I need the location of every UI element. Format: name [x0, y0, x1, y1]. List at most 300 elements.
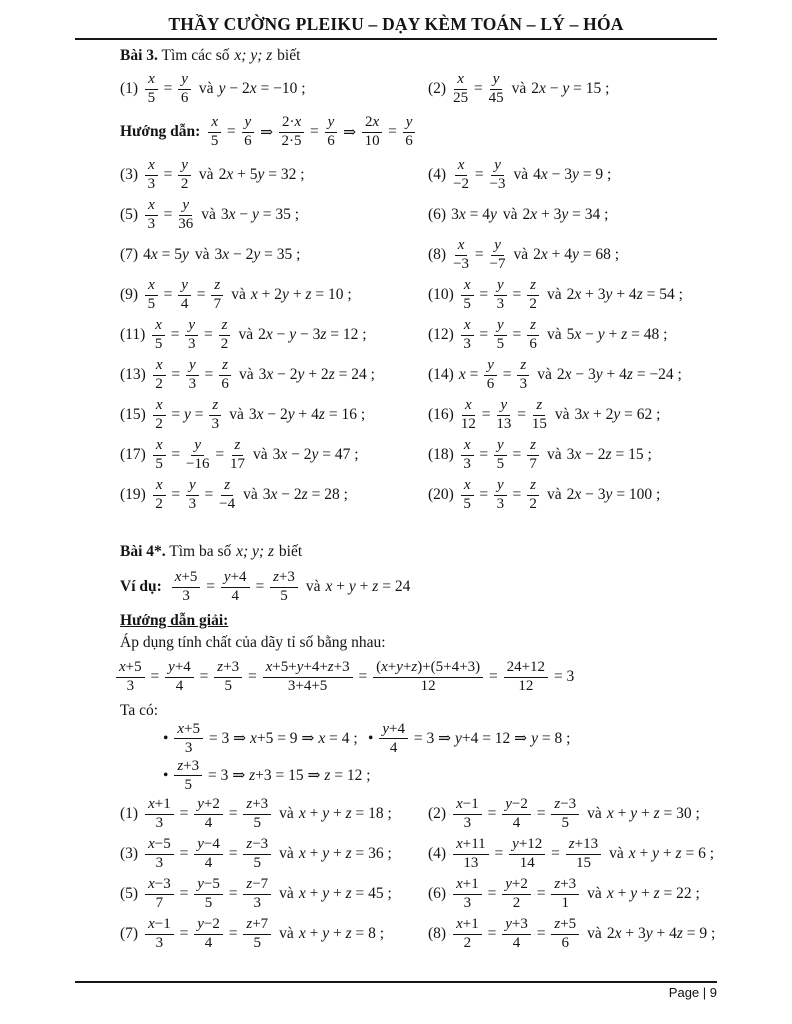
fraction: [219, 477, 235, 513]
section-gap: [120, 515, 715, 541]
math-text: =: [192, 286, 210, 303]
fraction-denominator: 3: [182, 588, 190, 604]
connector-va: và: [279, 805, 294, 822]
math-text: =: [200, 486, 218, 503]
problem-item: [428, 71, 715, 107]
problem-number: (1): [120, 805, 139, 822]
bai4-problems-list: [120, 794, 715, 954]
fraction: [145, 836, 174, 872]
math-text: =: [167, 446, 184, 463]
math-text: 3x − 2y + 4z = 16 ;: [248, 406, 366, 423]
problem-row: [120, 355, 715, 395]
fraction-denominator: −4: [219, 496, 236, 512]
problem-item: [120, 876, 428, 912]
fraction-numerator: z+13: [566, 836, 601, 854]
problem-number: (1): [120, 80, 139, 97]
fraction-denominator: 5: [496, 456, 505, 472]
fraction: [214, 659, 242, 695]
fraction: [186, 437, 209, 473]
fraction: [509, 836, 545, 872]
bai3-title-pre: Tìm các số: [161, 47, 230, 64]
math-text: =: [508, 326, 526, 343]
fraction-numerator: x: [145, 71, 158, 89]
problem-item: [120, 246, 428, 264]
fraction: [178, 197, 193, 233]
fraction-denominator: 2·5: [281, 133, 302, 149]
connector-va: và: [252, 446, 268, 463]
math-text: x + y + z = 22 ;: [606, 885, 700, 902]
problem-item: [428, 157, 715, 193]
fraction: [403, 114, 416, 150]
fraction: [453, 836, 489, 872]
fraction-numerator: x: [461, 437, 474, 455]
fraction-denominator: −3: [453, 256, 470, 272]
problem-ratio: [151, 357, 233, 393]
problem-item: [120, 157, 428, 193]
fraction-numerator: z: [517, 357, 529, 375]
fraction-denominator: 5: [155, 456, 163, 472]
bai4-title: [120, 543, 715, 561]
problem-ratio: [143, 197, 195, 233]
fraction-numerator: z+3: [243, 796, 271, 814]
fraction-denominator: 6: [405, 133, 413, 149]
math-text: =: [175, 805, 193, 822]
fraction-denominator: 12: [518, 678, 534, 694]
problem-condition: [299, 925, 384, 943]
fraction: [453, 71, 468, 107]
problem-number: (4): [428, 845, 447, 862]
math-text: =: [354, 668, 372, 685]
fraction: [551, 916, 579, 952]
fraction: [263, 659, 353, 695]
connector-va: và: [587, 925, 602, 942]
problem-condition: [607, 885, 700, 903]
fraction-denominator: 3: [147, 216, 156, 232]
fraction-denominator: 2: [529, 496, 537, 512]
fraction: [152, 317, 165, 353]
connector-va: và: [502, 206, 518, 223]
fraction-numerator: x−5: [145, 836, 174, 854]
math-text: =: [483, 885, 501, 902]
fraction-numerator: y: [178, 157, 191, 175]
fraction: [243, 796, 271, 832]
problem-number: (15): [120, 406, 146, 423]
problem-condition: [263, 486, 348, 504]
problem-number: (12): [428, 326, 454, 343]
problem-number: (18): [428, 446, 454, 463]
fraction-numerator: y: [490, 71, 503, 89]
problem-condition: [249, 406, 365, 424]
math-text: =: [159, 286, 177, 303]
fraction-denominator: 45: [488, 90, 504, 106]
fraction: [243, 876, 271, 912]
fraction: [153, 357, 166, 393]
math-text: =: [470, 80, 487, 97]
fraction: [504, 659, 548, 695]
math-text: 2x − y = 15 ;: [531, 80, 610, 97]
fraction-numerator: y: [325, 114, 338, 132]
fraction-denominator: 5: [561, 815, 570, 831]
connector-va: và: [609, 845, 624, 862]
fraction-denominator: 2: [529, 296, 537, 312]
problem-row: [120, 275, 715, 315]
math-text: 2x − y − 3z = 12 ;: [258, 326, 367, 343]
math-text: =: [224, 845, 242, 862]
fraction-numerator: y: [403, 114, 416, 132]
math-text: x + y + z = 6 ;: [628, 845, 715, 862]
problem-condition: [219, 166, 305, 184]
fraction-denominator: 3: [188, 376, 197, 392]
problem-number: (4): [428, 166, 447, 183]
fraction-denominator: 4: [512, 815, 521, 831]
problem-ratio: [459, 317, 541, 353]
fraction: [211, 277, 223, 313]
math-text: ⇒: [339, 123, 361, 141]
problem-ratio: [151, 437, 247, 473]
fraction-denominator: 4: [175, 678, 184, 694]
fraction: [517, 357, 529, 393]
fraction-denominator: 3: [155, 815, 164, 831]
fraction-denominator: 6: [180, 90, 189, 106]
fraction-numerator: x+5: [174, 721, 203, 739]
problem-ratio: [143, 71, 193, 107]
fraction-numerator: x−1: [453, 796, 482, 814]
connector-va: và: [554, 406, 570, 423]
fraction: [502, 916, 531, 952]
problem-row: [120, 834, 715, 874]
fraction-denominator: 4: [204, 815, 213, 831]
math-text: =: [200, 366, 218, 383]
fraction-denominator: 13: [463, 855, 479, 871]
fraction-numerator: y: [494, 437, 507, 455]
fraction-numerator: y+4: [221, 569, 250, 587]
fraction-denominator: 3: [188, 496, 197, 512]
problem-ratio: [143, 796, 273, 832]
fraction: [194, 916, 223, 952]
fraction-numerator: z: [209, 397, 221, 415]
fraction-numerator: z: [533, 397, 545, 415]
math-text: =: [471, 246, 488, 263]
math-text: =: [475, 286, 492, 303]
math-text: =: [532, 925, 550, 942]
fraction-numerator: x+5: [116, 659, 145, 677]
fraction-denominator: 13: [496, 416, 512, 432]
math-text: 2x + 3y + 4z = 9 ;: [606, 925, 716, 942]
fraction-numerator: x: [461, 477, 474, 495]
problem-item: [120, 916, 428, 952]
math-text: x =: [458, 366, 483, 383]
problem-item: [120, 277, 428, 313]
math-text: •: [368, 729, 378, 747]
math-text: 3x = 4y: [451, 206, 497, 223]
fraction: [527, 317, 539, 353]
problem-item: [120, 357, 428, 393]
fraction-denominator: 4: [204, 935, 213, 951]
problem-row: [120, 794, 715, 834]
fraction-denominator: 7: [529, 456, 537, 472]
fraction-numerator: x+5: [172, 569, 201, 587]
math-text: x + y + z = 24: [325, 578, 411, 595]
fraction: [490, 157, 506, 193]
problem-condition: [299, 845, 392, 863]
fraction-denominator: 3: [496, 496, 505, 512]
fraction-numerator: 2x: [362, 114, 382, 132]
problem-row: [120, 874, 715, 914]
fraction: [373, 659, 483, 695]
math-text: 3x + 2y = 62 ;: [574, 406, 661, 423]
problem-condition: [273, 446, 359, 464]
fraction: [494, 317, 507, 353]
fraction-numerator: y: [494, 477, 507, 495]
fraction: [209, 397, 221, 433]
problem-item: [428, 437, 715, 473]
problem-condition: [533, 166, 611, 184]
problem-number: (9): [120, 286, 139, 303]
fraction-denominator: 5: [496, 336, 505, 352]
math-text: =: [513, 406, 530, 423]
problem-item: [428, 477, 715, 513]
math-text: =: [167, 366, 184, 383]
problem-condition: [567, 286, 683, 304]
fraction: [453, 157, 469, 193]
bai4-title-pre: Tìm ba số: [169, 543, 232, 560]
problem-item: [428, 796, 715, 832]
vidu-condition: [326, 578, 411, 596]
fraction-numerator: y+2: [194, 796, 223, 814]
math-text: = 3 ⇒ x+5 = 9 ⇒ x = 4 ;: [204, 730, 358, 747]
page-number: Page | 9: [668, 985, 717, 1000]
fraction-denominator: 3: [184, 739, 193, 756]
solution-chain-math: [114, 659, 574, 695]
fraction-numerator: x: [455, 157, 468, 175]
problem-item: [428, 836, 715, 872]
connector-va: và: [513, 246, 529, 263]
math-text: 2x − 3y + 4z = −24 ;: [556, 366, 682, 383]
fraction-denominator: 3: [188, 336, 196, 352]
fraction-denominator: 5: [253, 815, 262, 831]
problem-number: (3): [120, 845, 139, 862]
taco-label: Ta có:: [120, 702, 159, 719]
bullet-row: [163, 757, 715, 794]
connector-va: và: [198, 166, 214, 183]
math-text: =: [475, 326, 492, 343]
fraction-denominator: 5: [463, 496, 471, 512]
problem-condition: [607, 925, 716, 943]
problem-number: (7): [120, 246, 139, 263]
fraction-denominator: 5: [224, 678, 232, 694]
fraction: [174, 721, 203, 757]
fraction-denominator: 5: [154, 336, 163, 352]
math-text: 5x − y + z = 48 ;: [566, 326, 668, 343]
fraction: [494, 477, 507, 513]
fraction-numerator: z−3: [243, 836, 271, 854]
fraction: [494, 277, 507, 313]
math-text: =: [508, 286, 526, 303]
problem-number: (13): [120, 366, 146, 383]
math-text: 2x + 3y + 4z = 54 ;: [566, 286, 683, 303]
math-text: =: [202, 578, 219, 595]
math-text: 4x = 5y: [143, 246, 189, 263]
math-text: x + y + z = 18 ;: [298, 805, 392, 822]
fraction-numerator: z+3: [551, 876, 579, 894]
fraction-denominator: −2: [453, 176, 470, 192]
bai3-title-end: biết: [277, 47, 301, 64]
fraction-numerator: x−1: [145, 916, 174, 934]
page-footer: [75, 981, 717, 1000]
math-text: =: [483, 925, 501, 942]
problem-number: (11): [120, 326, 146, 343]
fraction-numerator: x: [145, 157, 158, 175]
fraction: [186, 357, 199, 393]
problem-condition: [259, 366, 375, 384]
fraction: [325, 114, 338, 150]
problem-item: [120, 71, 428, 107]
fraction-numerator: x: [455, 237, 468, 255]
fraction: [145, 796, 174, 832]
connector-va: và: [229, 406, 244, 423]
fraction-numerator: y: [494, 277, 507, 295]
fraction-denominator: 12: [460, 416, 476, 432]
math-text: =: [490, 845, 508, 862]
fraction-numerator: y+4: [165, 659, 194, 677]
problem-ratio: [143, 277, 225, 313]
fraction-numerator: y: [497, 397, 510, 415]
problem-number: (16): [428, 406, 454, 423]
bullet-solution-y: [368, 721, 570, 757]
fraction-numerator: y−4: [194, 836, 223, 854]
fraction-denominator: 6: [561, 935, 570, 951]
fraction-numerator: y+3: [502, 916, 531, 934]
fraction-denominator: 3: [496, 296, 505, 312]
fraction: [490, 237, 506, 273]
bai4-example-line: [120, 565, 715, 609]
math-text: ⇒: [256, 123, 277, 141]
math-text: •: [163, 729, 173, 747]
fraction-denominator: 5: [280, 588, 288, 604]
problem-condition: [607, 805, 700, 823]
problem-item: [120, 397, 428, 433]
bullet-solution-x: [163, 721, 368, 757]
fraction-denominator: 3: [253, 895, 262, 911]
problem-number: (5): [120, 885, 139, 902]
fraction: [178, 157, 191, 193]
fraction-denominator: 4: [204, 855, 213, 871]
problem-item: [428, 206, 715, 224]
problem-number: (6): [428, 885, 447, 902]
fraction-numerator: x: [153, 437, 166, 455]
problem-row: [120, 395, 715, 435]
math-text: =: [251, 578, 269, 595]
problem-row: [120, 235, 715, 275]
fraction-numerator: x+1: [453, 876, 482, 894]
problem-number: (6): [428, 206, 447, 223]
fraction-denominator: 2: [155, 416, 163, 432]
huongdan-giai-label: Hướng dẫn giải:: [120, 612, 229, 629]
fraction-denominator: 2: [463, 935, 472, 951]
fraction: [243, 836, 271, 872]
fraction-numerator: z+5: [551, 916, 579, 934]
fraction-numerator: y: [186, 477, 199, 495]
fraction: [219, 317, 231, 353]
huongdan-label: Hướng dẫn:: [120, 123, 201, 140]
problem-number: (14): [428, 366, 454, 383]
connector-va: và: [547, 486, 562, 503]
math-text: =: [547, 845, 564, 862]
problem-number: (19): [120, 486, 146, 503]
fraction-numerator: y: [186, 357, 199, 375]
connector-va: và: [279, 885, 294, 902]
apdung-text: Áp dụng tính chất của dãy tỉ số bằng nhau:: [120, 634, 386, 651]
problem-condition: [221, 206, 299, 224]
math-text: x + 2y + z = 10 ;: [250, 286, 352, 303]
fraction-numerator: y+12: [509, 836, 545, 854]
problem-number: (2): [428, 80, 447, 97]
math-text: 2x + 5y = 32 ;: [218, 166, 305, 183]
fraction-denominator: 3: [463, 456, 471, 472]
problem-ratio: [451, 836, 603, 872]
fraction: [174, 758, 202, 794]
math-text: 3x − 2y = 47 ;: [272, 446, 359, 463]
problem-number: (5): [120, 206, 139, 223]
fraction-denominator: 6: [221, 376, 229, 392]
fraction: [502, 876, 531, 912]
header-divider: [75, 38, 717, 40]
math-text: 3x − 2y = 35 ;: [214, 246, 301, 263]
fraction-denominator: 3+4+5: [287, 678, 328, 694]
math-text: =: [175, 885, 193, 902]
fraction: [185, 317, 198, 353]
fraction: [461, 317, 474, 353]
math-text: =: [195, 668, 213, 685]
fraction: [551, 796, 579, 832]
problem-ratio: [143, 157, 193, 193]
connector-va: và: [238, 326, 254, 343]
bai3-problems-list: [120, 155, 715, 515]
math-text: =: [159, 166, 177, 183]
fraction-denominator: 2: [155, 496, 163, 512]
problem-item: [428, 876, 715, 912]
connector-va: và: [279, 845, 294, 862]
problem-item: [120, 836, 428, 872]
problem-condition: [629, 845, 714, 863]
math-text: =: [167, 486, 184, 503]
fraction-numerator: y−5: [194, 876, 223, 894]
problem-ratio: [459, 477, 541, 513]
problem-condition: [557, 366, 682, 384]
math-text: =: [224, 805, 242, 822]
fraction-numerator: y: [242, 114, 255, 132]
fraction-denominator: 5: [204, 895, 213, 911]
fraction-numerator: z: [527, 277, 539, 295]
math-text: 3x − 2z = 15 ;: [566, 446, 652, 463]
bullet-row: [163, 720, 715, 757]
fraction: [527, 277, 539, 313]
fraction-numerator: y: [178, 277, 191, 295]
problem-condition: [567, 446, 652, 464]
math-text: =: [159, 206, 177, 223]
fraction: [453, 876, 482, 912]
problem-row: [120, 315, 715, 355]
fraction: [279, 114, 304, 150]
problem-item: [120, 477, 428, 513]
fraction: [461, 477, 474, 513]
math-text: y − 2x = −10 ;: [218, 80, 306, 97]
fraction-denominator: 7: [155, 895, 164, 911]
bai3-title-vars: x; y; z: [234, 47, 273, 64]
fraction-denominator: −16: [186, 456, 210, 472]
math-text: =: [475, 446, 492, 463]
problem-row: [120, 69, 715, 109]
